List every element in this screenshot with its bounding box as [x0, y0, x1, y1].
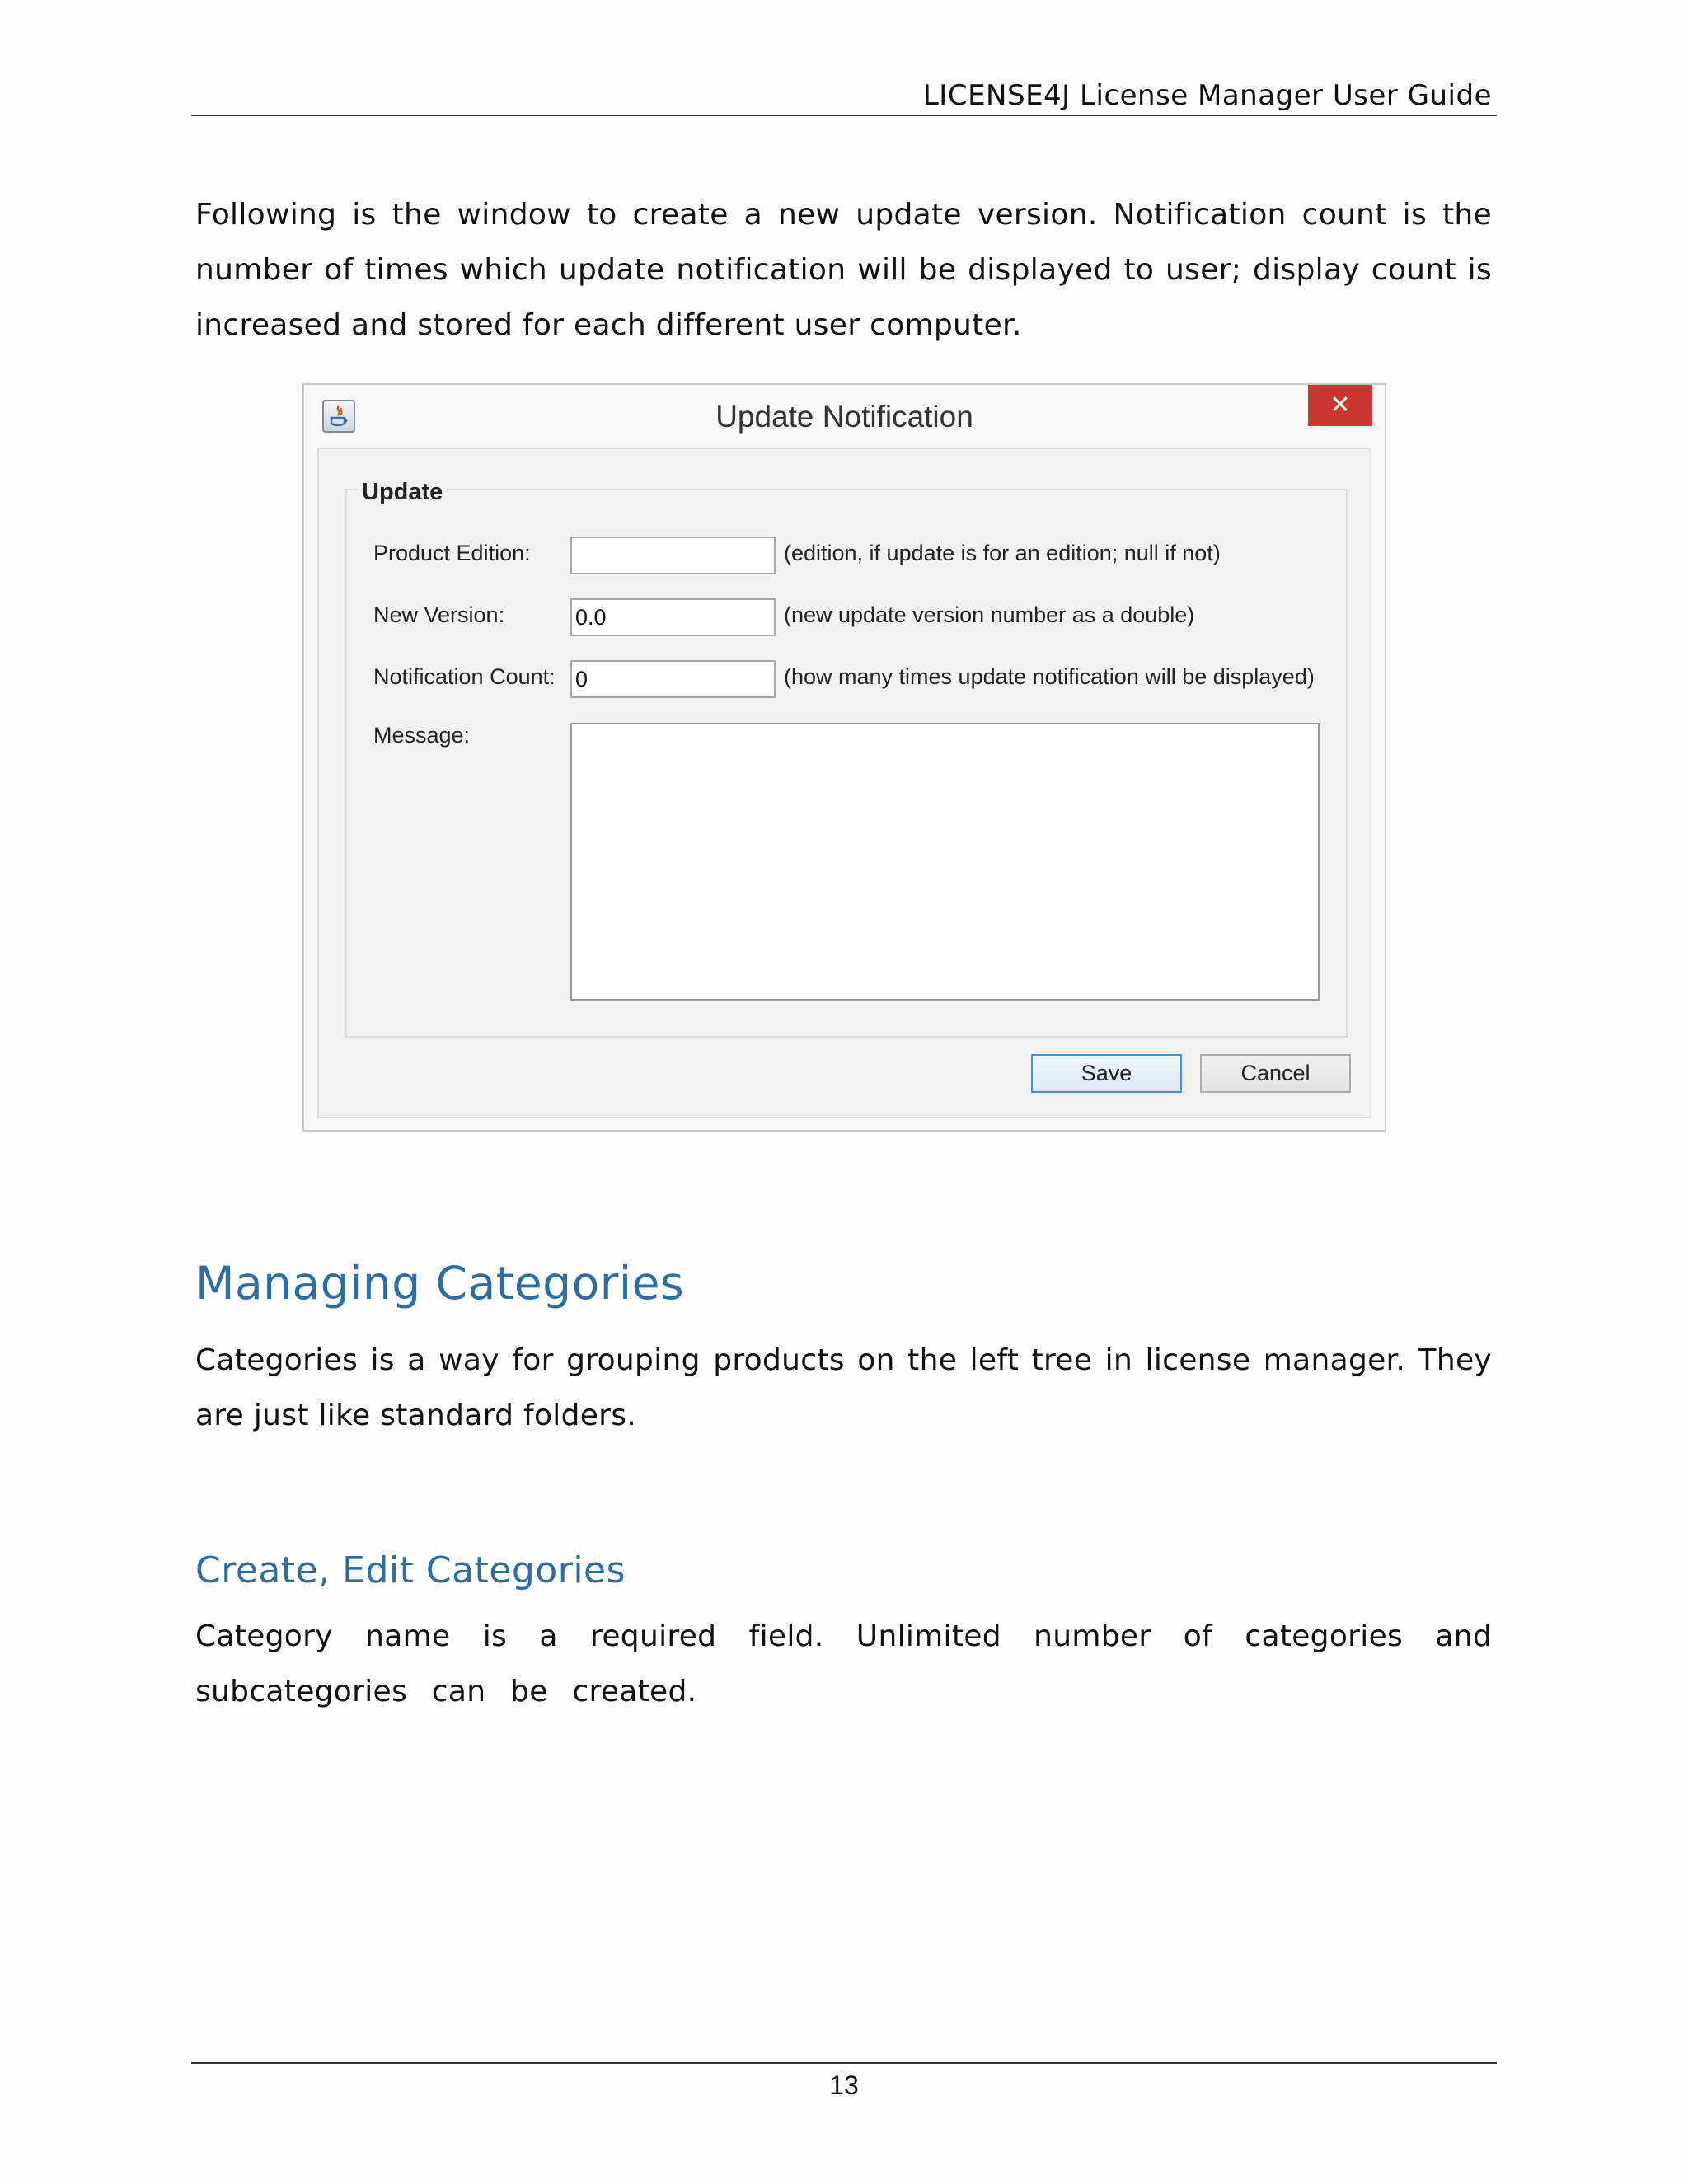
message-textarea[interactable] [570, 723, 1320, 1001]
cancel-button[interactable]: Cancel [1200, 1054, 1351, 1093]
save-button[interactable]: Save [1031, 1054, 1182, 1093]
product-edition-label: Product Edition: [373, 541, 531, 565]
new-version-input[interactable] [570, 598, 776, 636]
dialog-title: Update Notification [715, 400, 973, 434]
product-edition-input[interactable] [570, 537, 776, 574]
section-heading: Managing Categories [195, 1257, 685, 1310]
intro-paragraph: Following is the window to create a new update version. Notification count is the number of times which update notification will be displayed to user; display count is increased and stored for each different user computer. [195, 198, 1492, 342]
new-version-label: New Version: [373, 602, 505, 627]
dialog-titlebar[interactable] [304, 385, 1385, 448]
notification-count-input[interactable] [570, 660, 776, 698]
group-title: Update [359, 479, 446, 506]
close-button[interactable] [1308, 385, 1372, 426]
close-icon: ✕ [1329, 391, 1351, 419]
page-number: 13 [829, 2070, 859, 2100]
new-version-hint: (new update version number as a double) [784, 602, 1195, 627]
notification-count-hint: (how many times update notification will be displayed) [784, 664, 1315, 689]
header-divider [191, 115, 1497, 116]
running-header: LICENSE4J License Manager User Guide [922, 79, 1492, 112]
section-paragraph: Categories is a way for grouping products on the left tree in license manager. They are just like standard folders. [195, 1343, 1492, 1432]
update-notification-dialog [302, 383, 1386, 1132]
subsection-paragraph: Category name is a required field. Unlimited number of categories and subcategories can be created. [195, 1619, 1492, 1708]
dialog-content [317, 448, 1372, 1118]
subsection-heading: Create, Edit Categories [195, 1549, 626, 1591]
product-edition-hint: (edition, if update is for an edition; null if not) [784, 541, 1221, 565]
update-groupbox [345, 479, 1348, 1038]
footer-divider [191, 2062, 1497, 2064]
message-label: Message: [373, 723, 471, 748]
notification-count-label: Notification Count: [373, 664, 556, 689]
